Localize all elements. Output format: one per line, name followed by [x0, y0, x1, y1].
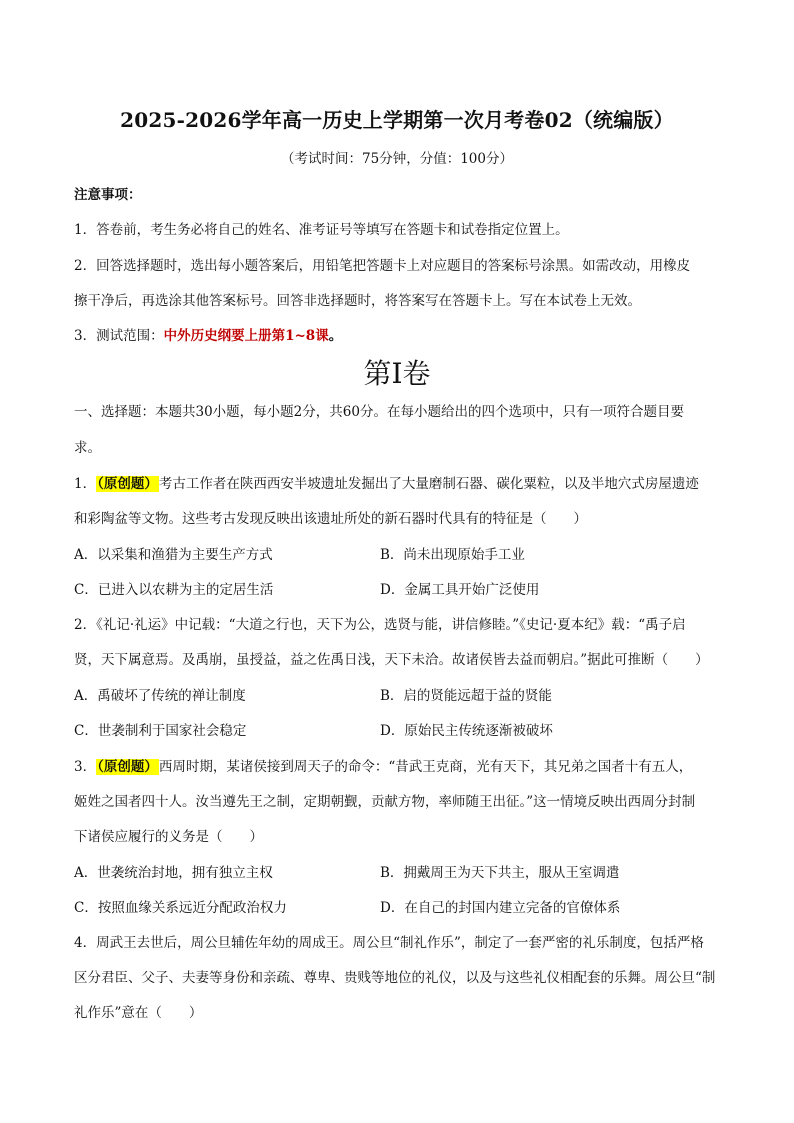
question-4-stem-line-3: 礼作乐”意在（ ）	[74, 1005, 203, 1021]
notes-item-3	[74, 324, 724, 344]
question-3-stem-line-2: 姬姓之国者四十人。汝当遵先王之制，定期朝觐，贡献方物，率师随王出征。”这一情境反映出西周分封制	[74, 794, 696, 810]
notes-heading: 注意事项：	[74, 187, 142, 203]
exam-title: 2025-2026学年高一历史上学期第一次月考卷02（统编版）	[120, 108, 674, 132]
volume-title: 第Ⅰ卷	[363, 357, 431, 390]
question-2-option-c: C．世袭制利于国家社会稳定	[74, 723, 247, 739]
question-3-stem-line-3: 下诸侯应履行的义务是（ ）	[74, 829, 263, 845]
original-question-tag: （原创题）	[97, 476, 158, 492]
question-1-stem-line-1	[74, 472, 724, 492]
question-1-option-d: D．金属工具开始广泛使用	[380, 582, 540, 598]
question-2-option-d: D．原始民主传统逐渐被破坏	[380, 723, 553, 739]
question-2-option-a: A．禹破坏了传统的禅让制度	[74, 688, 246, 704]
question-3-stem-line-1	[74, 755, 724, 775]
question-2-option-b: B．启的贤能远超于益的贤能	[380, 688, 552, 704]
section-instruction-line-1: 一、选择题：本题共30小题，每小题2分，共60分。在每小题给出的四个选项中，只有一项符合题目要	[74, 404, 684, 420]
notes-item-3-suffix: 。	[328, 328, 343, 344]
question-4-stem-line-1: 4．周武王去世后，周公旦辅佐年幼的周成王。周公旦“制礼作乐”，制定了一套严密的礼乐制度，包括严格	[74, 935, 704, 951]
question-3-option-a: A．世袭统治封地，拥有独立主权	[74, 865, 273, 881]
question-3-option-b: B．拥戴周王为天下共主，服从王室调遣	[380, 865, 620, 881]
question-1-option-c: C．已进入以农耕为主的定居生活	[74, 582, 274, 598]
exam-subtitle: （考试时间：75分钟，分值：100分）	[281, 151, 513, 167]
question-1-number: 1．	[74, 476, 97, 492]
question-3-option-d: D．在自己的封国内建立完备的官僚体系	[380, 900, 621, 916]
notes-item-3-prefix: 3．测试范围：	[74, 328, 164, 344]
question-1-stem-text: 考古工作者在陕西西安半坡遗址发掘出了大量磨制石器、碳化粟粒，以及半地穴式房屋遗迹	[158, 476, 699, 492]
question-4-stem-line-2: 区分君臣、父子、夫妻等身份和亲疏、尊卑、贵贱等地位的礼仪，以及与这些礼仪相配套的乐舞。周公旦“制	[74, 970, 716, 986]
question-3-number: 3．	[74, 759, 97, 775]
question-1-option-a: A．以采集和渔猎为主要生产方式	[74, 547, 273, 563]
question-1-option-b: B．尚未出现原始手工业	[380, 547, 525, 563]
question-3-option-c: C．按照血缘关系远近分配政治权力	[74, 900, 287, 916]
question-2-stem-line-1: 2．《礼记·礼运》中记载：“大道之行也，天下为公，选贤与能，讲信修睦。”《史记·夏本纪》载：“禹子启	[74, 617, 686, 633]
notes-item-2-line-1: 2．回答选择题时，选出每小题答案后，用铅笔把答题卡上对应题目的答案标号涂黑。如需改动，用橡皮	[74, 258, 691, 274]
question-2-stem-line-2: 贤，天下属意焉。及禹崩，虽授益，益之佐禹日浅，天下未洽。故诸侯皆去益而朝启。”据此可推断（ ）	[74, 652, 709, 668]
notes-item-1: 1．答卷前，考生务必将自己的姓名、准考证号等填写在答题卡和试卷指定位置上。	[74, 222, 569, 238]
original-question-tag: （原创题）	[97, 759, 158, 775]
notes-item-2-line-2: 擦干净后，再选涂其他答案标号。回答非选择题时，将答案写在答题卡上。写在本试卷上无效。	[74, 293, 641, 309]
question-1-stem-line-2: 和彩陶盆等文物。这些考古发现反映出该遗址所处的新石器时代具有的特征是（ ）	[74, 511, 587, 527]
test-range: 中外历史纲要上册第1~8课	[163, 328, 329, 344]
section-instruction-line-2: 求。	[74, 440, 101, 456]
question-3-stem-text: 西周时期，某诸侯接到周天子的命令：“昔武王克商，光有天下，其兄弟之国者十有五人，	[158, 759, 693, 775]
